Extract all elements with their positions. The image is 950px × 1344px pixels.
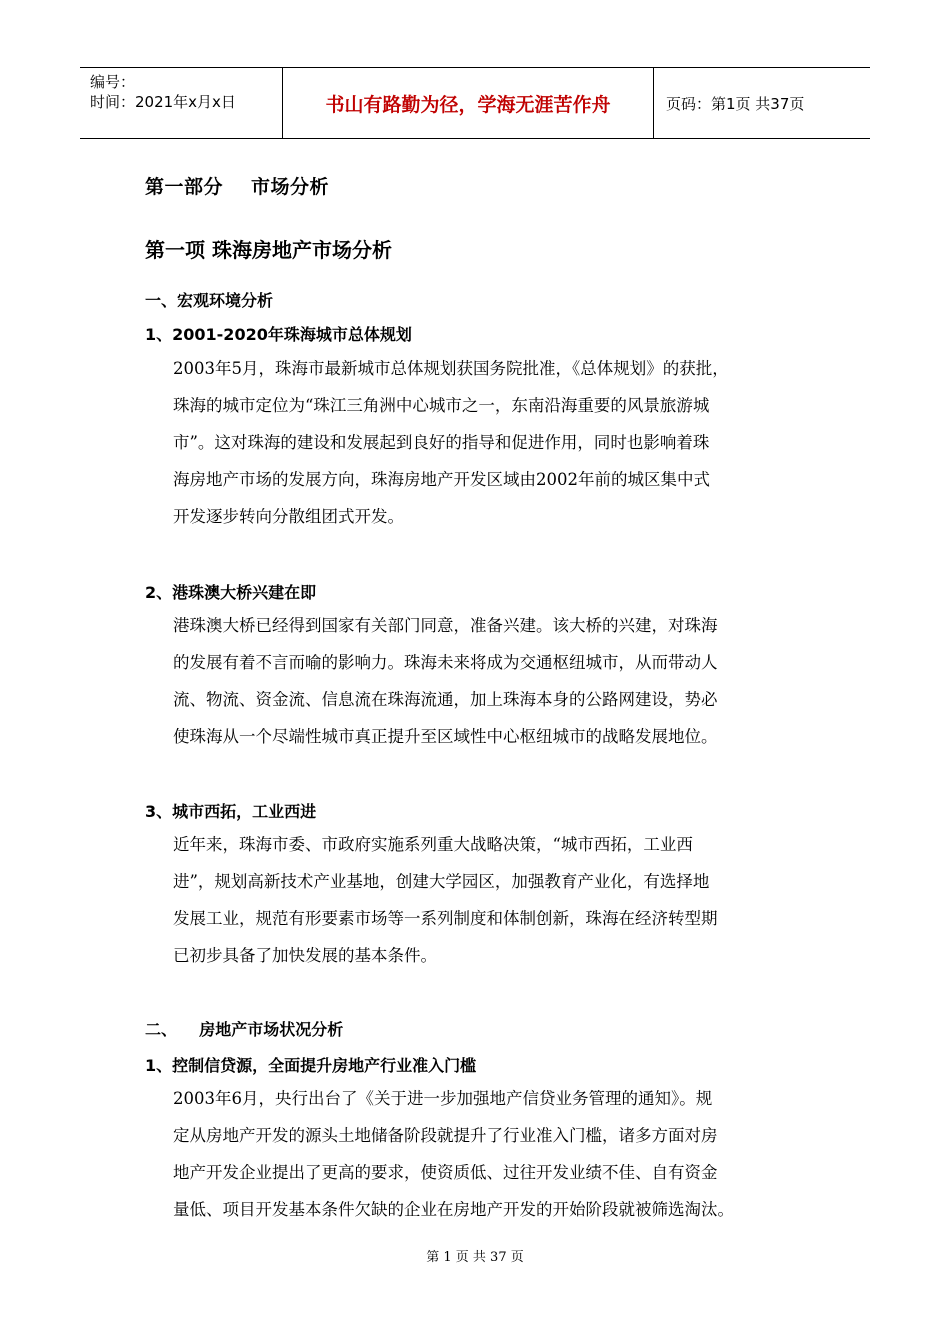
item-title: 第一项 珠海房地产市场分析 [145,238,392,262]
paragraph-line: 开发逐步转向分散组团式开发。 [173,507,404,526]
paragraph-line: 定从房地产开发的源头土地储备阶段就提升了行业准入门槛，诸多方面对房 [173,1126,718,1145]
paragraph-line: 量低、项目开发基本条件欠缺的企业在房地产开发的开始阶段就被筛选淘汰。 [173,1200,734,1219]
part-name: 市场分析 [251,176,330,198]
paragraph-line: 近年来，珠海市委、市政府实施系列重大战略决策，“城市西拓，工业西 [173,835,693,854]
section-heading-2: 二、 房地产市场状况分析 [145,1020,344,1039]
part-number: 第一部分 [145,176,224,198]
header-page-info: 页码：第1页 共37页 [666,94,805,113]
paragraph-westward [173,826,835,974]
paragraph-line: 市”。这对珠海的建设和发展起到良好的指导和促进作用，同时也影响着珠 [173,433,710,452]
paragraph-planning [173,350,835,535]
paragraph-line: 海房地产市场的发展方向，珠海房地产开发区域由2002年前的城区集中式 [173,470,710,489]
header-meta [80,68,282,138]
paragraph-credit [173,1080,835,1228]
subsection-heading-1-1: 1、2001-2020年珠海城市总体规划 [145,325,412,344]
number-label: 编号： [90,73,136,91]
header-motto: 书山有路勤为径，学海无涯苦作舟 [282,68,654,138]
subsection-heading-2-1: 1、控制信贷源，全面提升房地产行业准入门槛 [145,1056,477,1075]
paragraph-line: 港珠澳大桥已经得到国家有关部门同意，准备兴建。该大桥的兴建，对珠海 [173,616,718,635]
paragraph-line: 使珠海从一个尽端性城市真正提升至区域性中心枢纽城市的战略发展地位。 [173,727,718,746]
part-title [145,172,329,199]
paragraph-line: 2003年6月，央行出台了《关于进一步加强地产信贷业务管理的通知》。规 [173,1089,713,1108]
paragraph-line: 珠海的城市定位为“珠江三角洲中心城市之一，东南沿海重要的风景旅游城 [173,396,710,415]
subsection-heading-1-2: 2、港珠澳大桥兴建在即 [145,583,317,602]
paragraph-bridge [173,607,835,755]
paragraph-line: 2003年5月，珠海市最新城市总体规划获国务院批准，《总体规划》的获批， [173,359,729,378]
page-footer: 第 1 页 共 37 页 [426,1250,524,1265]
paragraph-line: 发展工业，规范有形要素市场等一系列制度和体制创新，珠海在经济转型期 [173,909,718,928]
paragraph-line: 进”，规划高新技术产业基地，创建大学园区，加强教育产业化，有选择地 [173,872,710,891]
paragraph-line: 的发展有着不言而喻的影响力。珠海未来将成为交通枢纽城市，从而带动人 [173,653,718,672]
paragraph-line: 地产开发企业提出了更高的要求，使资质低、过往开发业绩不佳、自有资金 [173,1163,718,1182]
paragraph-line: 流、物流、资金流、信息流在珠海流通，加上珠海本身的公路网建设，势必 [173,690,718,709]
paragraph-line: 已初步具备了加快发展的基本条件。 [173,946,437,965]
date-line: 时间：2021年x月x日 [90,93,236,111]
section-heading-1: 一、宏观环境分析 [145,291,274,310]
subsection-heading-1-3: 3、城市西拓，工业西进 [145,802,317,821]
document-header [80,67,870,139]
